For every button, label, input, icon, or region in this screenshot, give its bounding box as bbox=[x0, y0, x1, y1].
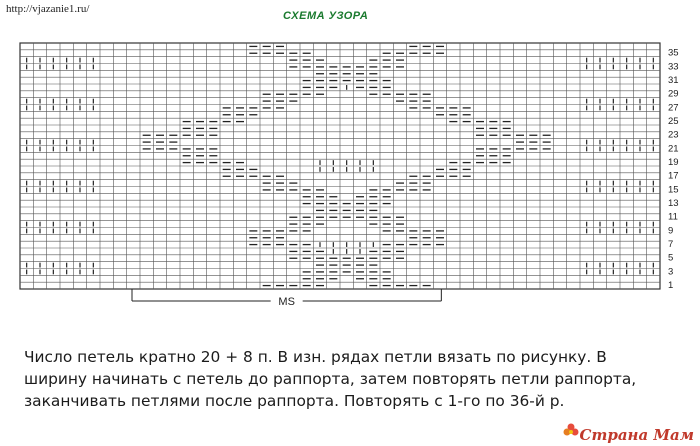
row-number-label: 13 bbox=[668, 197, 679, 209]
repeat-bracket bbox=[132, 289, 441, 308]
row-number-label: 19 bbox=[668, 156, 679, 168]
row-number-label: 9 bbox=[668, 225, 674, 237]
row-number-label: 35 bbox=[668, 47, 679, 59]
row-number-label: 23 bbox=[668, 129, 679, 141]
row-labels bbox=[668, 48, 679, 291]
row-number-label: 17 bbox=[668, 170, 679, 182]
row-number-label: 21 bbox=[668, 143, 679, 155]
source-url: http://vjazanie1.ru/ bbox=[6, 3, 90, 15]
row-number-label: 3 bbox=[668, 266, 674, 278]
row-number-label: 1 bbox=[668, 279, 674, 291]
watermark-text: Страна Мам bbox=[579, 426, 694, 444]
row-number-label: 11 bbox=[668, 211, 678, 223]
row-number-label: 5 bbox=[668, 252, 674, 264]
description-line-2: ширину начинать с петель до раппорта, затем повторять петли раппорта, bbox=[24, 370, 637, 388]
row-number-label: 25 bbox=[668, 115, 679, 127]
row-number-label: 29 bbox=[668, 88, 679, 100]
row-number-label: 31 bbox=[668, 74, 679, 86]
repeat-label: MS bbox=[278, 296, 295, 308]
row-number-label: 7 bbox=[668, 238, 674, 250]
row-number-label: 27 bbox=[668, 102, 679, 114]
row-number-label: 33 bbox=[668, 61, 679, 73]
chart-title: СХЕМА УЗОРА bbox=[283, 10, 369, 22]
description-line-3: заканчивать петлями после раппорта. Повторять с 1-го по 36-й р. bbox=[24, 392, 565, 410]
chart-grid bbox=[20, 43, 660, 289]
pattern-description bbox=[24, 346, 674, 412]
description-line-1: Число петель кратно 20 + 8 п. В изн. рядах петли вязать по рисунку. В bbox=[24, 348, 607, 366]
watermark-flower-icon bbox=[562, 422, 580, 440]
row-number-label: 15 bbox=[668, 184, 679, 196]
